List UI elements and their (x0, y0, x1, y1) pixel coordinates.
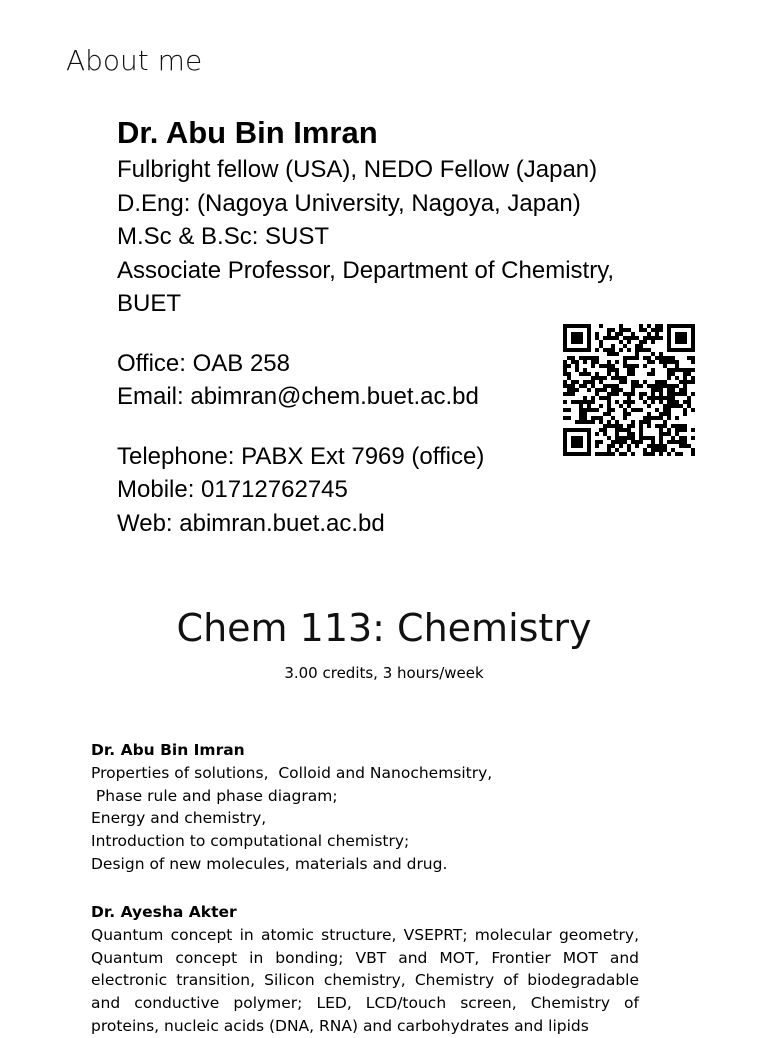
web-text: Web: abimran.buet.ac.bd (117, 509, 385, 537)
about-heading: About me (66, 44, 203, 77)
qr-code (563, 323, 695, 457)
teacher-name: Dr. Abu Bin Imran (91, 741, 245, 759)
teacher-section (91, 901, 639, 1038)
topic-paragraph: Quantum concept in atomic structure, VSEPRT; molecular geometry, Quantum concept in bonding; VBT and MOT, Frontier MOT and electronic transition, Silicon chemistry, Chemistry of biodegradable and conductive polymer; LED, LCD/touch screen, Chemistry of proteins, nucleic acids (DNA, RNA) and carbohydrates and lipids (91, 925, 639, 1035)
teacher-section (91, 739, 639, 876)
topic-line: Phase rule and phase diagram; (91, 786, 338, 805)
profile-name: Dr. Abu Bin Imran (117, 115, 378, 150)
profile-line: BUET (117, 290, 182, 317)
course-title: Chem 113: Chemistry (176, 606, 592, 650)
topic-line: Energy and chemistry, (91, 809, 267, 828)
telephone-text: Telephone: PABX Ext 7969 (office) (117, 442, 485, 470)
topic-line: Design of new molecules, materials and drug. (91, 854, 448, 873)
mobile-text: Mobile: 01712762745 (117, 476, 348, 503)
topic-line: Properties of solutions, Colloid and Nanochemsitry, (91, 763, 493, 782)
profile-line: Fulbright fellow (USA), NEDO Fellow (Japan) (117, 156, 598, 183)
teacher-name: Dr. Ayesha Akter (91, 903, 237, 921)
profile-line: Associate Professor, Department of Chemistry, (117, 256, 615, 284)
office-text: Office: OAB 258 (117, 349, 290, 377)
profile-line: D.Eng: (Nagoya University, Nagoya, Japan) (117, 189, 581, 217)
course-credits: 3.00 credits, 3 hours/week (284, 664, 484, 682)
topic-line: Introduction to computational chemistry; (91, 832, 410, 851)
profile-line: M.Sc & B.Sc: SUST (117, 223, 330, 250)
email-text: Email: abimran@chem.buet.ac.bd (117, 383, 479, 410)
profile-block (117, 113, 614, 540)
